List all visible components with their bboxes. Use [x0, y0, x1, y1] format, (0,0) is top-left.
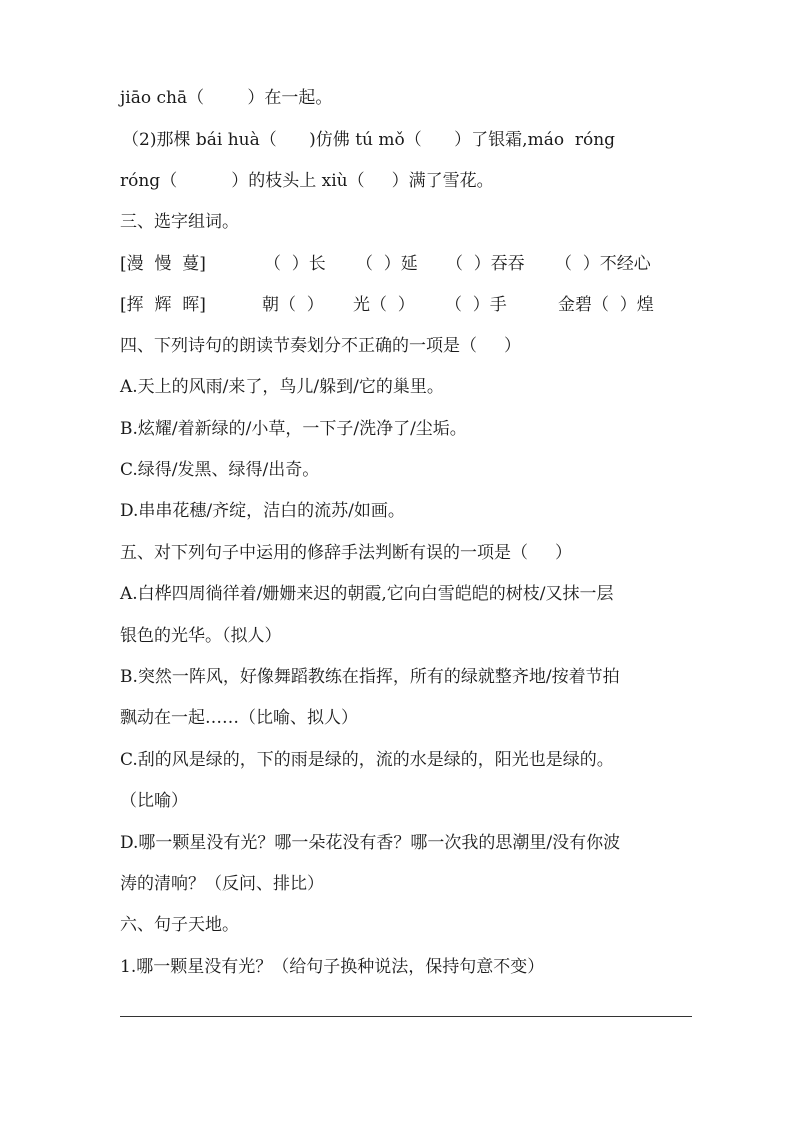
sec5-heading: 五、对下列句子中运用的修辞手法判断有误的一项是（ ）	[120, 543, 573, 563]
sec5-line: （比喻）	[120, 791, 188, 811]
sec3-row1-blank: （ ）吞吞	[446, 254, 525, 274]
sec4-heading: 四、下列诗句的朗读节奏划分不正确的一项是（ ）	[120, 336, 522, 356]
sec2-q1-tail: jiāo chā（ ）在一起。	[120, 88, 333, 108]
sec5-line: A.白桦四周徜徉着/姗姗来迟的朝霞,它向白雪皑皑的树枝/又抹一层	[120, 584, 614, 604]
sec5-line: 涛的清响？（反问、排比）	[120, 874, 324, 894]
sec3-row2-blank: （ ）手	[445, 295, 507, 315]
sec6-heading: 六、句子天地。	[120, 915, 239, 935]
answer-line[interactable]	[120, 1016, 692, 1017]
sec5-line: 飘动在一起……（比喻、拟人）	[120, 708, 358, 728]
sec5-line: 银色的光华。（拟人）	[120, 626, 282, 646]
sec4-option-c: C.绿得/发黑、绿得/出奇。	[120, 460, 320, 480]
sec2-q2-line1: （2)那棵 bái huà（ )仿佛 tú mǒ（ ）了银霜,máo róng	[122, 130, 616, 150]
sec5-line: B.突然一阵风，好像舞蹈教练在指挥，所有的绿就整齐地/按着节拍	[120, 667, 620, 687]
sec3-row1-group: [漫 慢 蔓]	[120, 254, 206, 274]
sec5-line: D.哪一颗星没有光？哪一朵花没有香？哪一次我的思潮里/没有你波	[120, 833, 621, 853]
sec3-row2-blank: 朝（ ）	[262, 295, 324, 315]
sec6-q1: 1.哪一颗星没有光？（给句子换种说法，保持句意不变）	[120, 957, 545, 977]
sec3-row1-blank: （ ）不经心	[555, 254, 651, 274]
sec3-heading: 三、选字组词。	[120, 212, 239, 232]
sec4-option-a: A.天上的风雨/来了，鸟儿/躲到/它的巢里。	[120, 377, 444, 397]
sec2-q2-line2: róng（ ）的枝头上 xiù（ ）满了雪花。	[120, 171, 494, 191]
sec4-option-b: B.炫耀/着新绿的/小草，一下子/洗净了/尘垢。	[120, 419, 467, 439]
sec3-row2-blank: 光（ ）	[353, 295, 415, 315]
sec4-option-d: D.串串花穗/齐绽，洁白的流苏/如画。	[120, 501, 405, 521]
sec5-line: C.刮的风是绿的，下的雨是绿的，流的水是绿的，阳光也是绿的。	[120, 750, 614, 770]
sec3-row1-blank: （ ）延	[356, 254, 418, 274]
sec3-row2-group: [挥 辉 晖]	[120, 295, 206, 315]
sec3-row2-blank: 金碧（ ）煌	[558, 295, 654, 315]
sec3-row1-blank: （ ）长	[264, 254, 326, 274]
